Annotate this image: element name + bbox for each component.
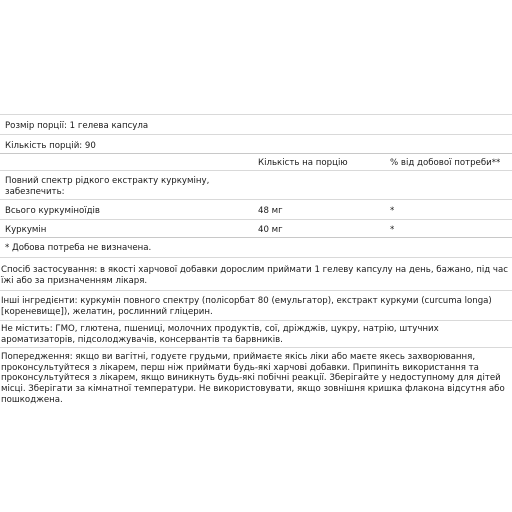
servings-count: Кількість порцій: 90	[5, 141, 96, 151]
divider	[0, 219, 512, 220]
divider	[0, 320, 512, 321]
divider	[0, 199, 512, 200]
warning-text: Попередження: якщо ви вагітні, годуєте грудьми, приймаєте якісь ліки або маєте якесь захворювання, проконсультуйтеся з лікарем, перш ніж приймати будь-які харчові добавки. Припиніть використання та проконсультуйтеся з лікарем, якщо виникнуть будь-які побічні реакції. Зберігайте у недоступному для дітей місці. Зберігати за кімнатної температури. Не використовувати, якщо зовнішня кришка флакона відсутня або пошкоджена.	[1, 352, 505, 405]
amount-per-serving-header: Кількість на порцію	[258, 158, 348, 168]
table-row-amount: 40 мг	[258, 225, 283, 235]
divider	[0, 170, 512, 171]
table-row-dv: *	[390, 206, 395, 216]
ingredient-group-title-cont: забезпечить:	[5, 187, 65, 197]
divider	[0, 134, 512, 135]
divider	[0, 290, 512, 291]
table-row-name: Всього куркуміноїдів	[5, 206, 100, 216]
divider	[0, 347, 512, 348]
divider	[0, 257, 512, 258]
ingredient-group-title: Повний спектр рідкого екстракту куркуміну,	[5, 176, 210, 186]
divider	[0, 114, 512, 115]
usage-instructions: Спосіб застосування: в якості харчової добавки дорослим приймати 1 гелеву капсулу на день, бажано, під час їжі або за призначенням лікаря.	[1, 265, 508, 286]
table-row-dv: *	[390, 225, 395, 235]
divider	[0, 153, 512, 154]
free-of-list: Не містить: ГМО, глютена, пшениці, молочних продуктів, сої, дріжджів, цукру, натрію, штучних ароматизаторів, підсолоджувачів, консервантів та барвників.	[1, 324, 439, 345]
table-row-name: Куркумін	[5, 225, 47, 235]
daily-value-header: % від добової потреби**	[390, 158, 501, 168]
other-ingredients: Інші інгредієнти: куркумін повного спектру (полісорбат 80 (емульгатор), екстракт куркуми (curcuma longa) [кореневище]), желатин, рослинний гліцерин.	[1, 296, 492, 317]
footnote: * Добова потреба не визначена.	[5, 243, 152, 253]
divider	[0, 237, 512, 238]
serving-size: Розмір порції: 1 гелева капсула	[5, 121, 149, 131]
table-row-amount: 48 мг	[258, 206, 283, 216]
